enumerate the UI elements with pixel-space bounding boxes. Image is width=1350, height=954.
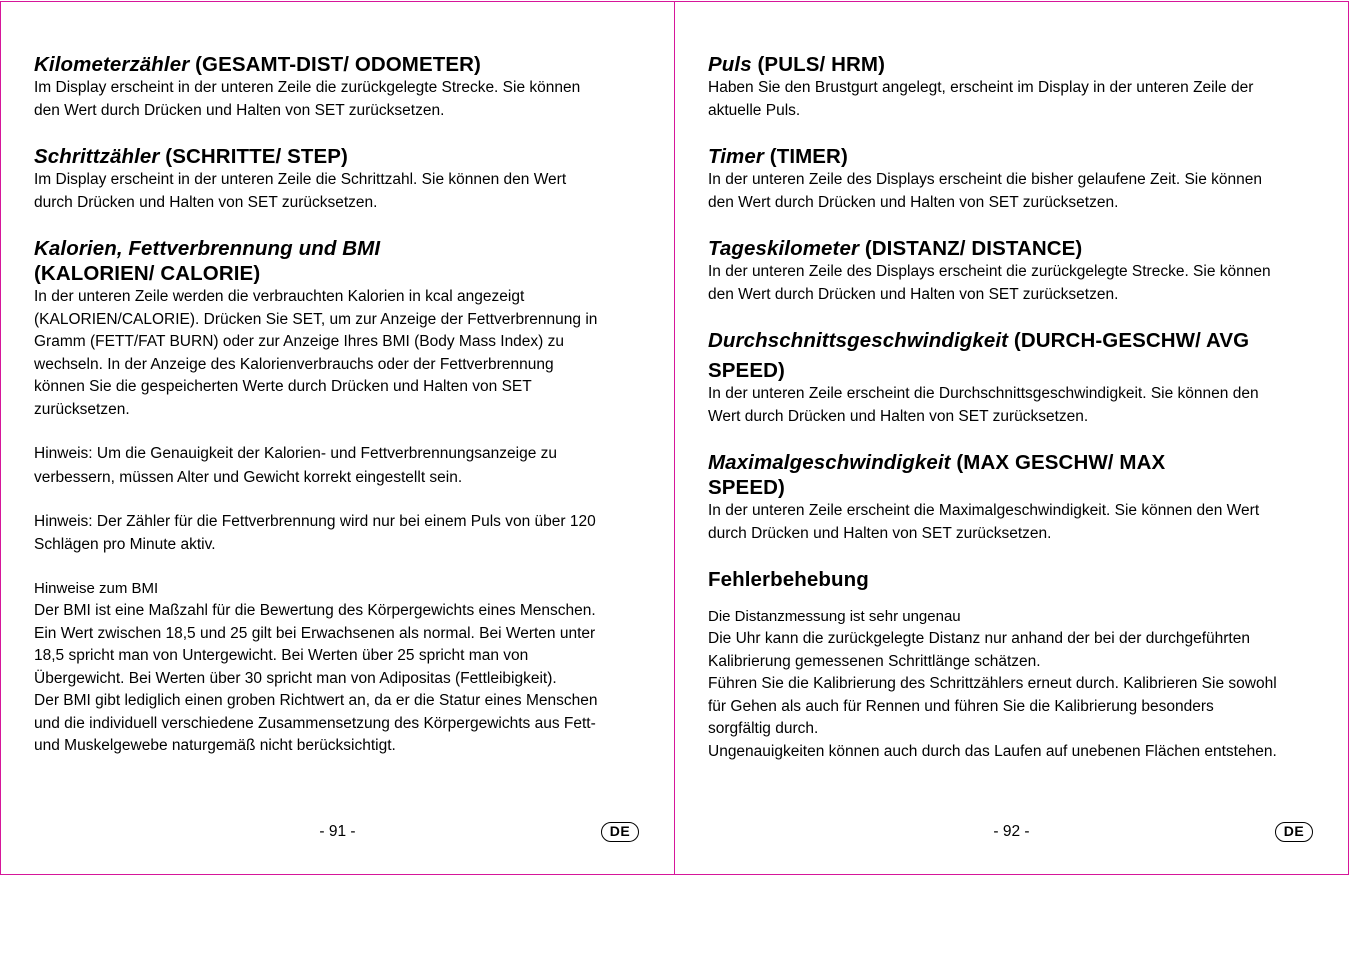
section-line: durch Drücken und Halten von SET zurücksetzen. bbox=[708, 524, 1052, 542]
note-line: Schlägen pro Minute aktiv. bbox=[34, 535, 216, 553]
left-page-content bbox=[34, 52, 646, 758]
section-odometer bbox=[34, 52, 646, 122]
section-line: Gramm (FETT/FAT BURN) oder zur Anzeige Ihres BMI (Body Mass Index) zu bbox=[34, 333, 565, 350]
right-footer bbox=[675, 820, 1348, 846]
troubleshooting-line: Kalibrierung gemessenen Schrittlänge schätzen. bbox=[708, 652, 1041, 670]
section-line: In der unteren Zeile des Displays erscheint die zurückgelegte Strecke. Sie können bbox=[708, 263, 1271, 280]
bmi-line: Der BMI gibt lediglich einen groben Richtwert an, da er die Statur eines Menschen bbox=[34, 692, 598, 709]
section-bmi bbox=[34, 578, 646, 758]
bmi-line: 18,5 spricht man von Untergewicht. Bei Werten über 25 spricht man von bbox=[34, 647, 529, 664]
troubleshooting-line: Ungenauigkeiten können auch durch das Laufen auf unebenen Flächen entstehen. bbox=[708, 742, 1277, 760]
left-footer bbox=[1, 820, 674, 846]
note-label: Hinweis: bbox=[34, 445, 93, 462]
section-heading-caps: SPEED) bbox=[708, 476, 785, 499]
section-line: aktuelle Puls. bbox=[708, 101, 801, 119]
right-page bbox=[674, 1, 1349, 875]
section-line: In der unteren Zeile des Displays erscheint die bisher gelaufene Zeit. Sie können bbox=[708, 171, 1263, 188]
language-badge: DE bbox=[1275, 822, 1313, 842]
section-distance bbox=[708, 236, 1320, 306]
section-heading: Tageskilometer (DISTANZ/ DISTANCE) bbox=[708, 237, 1083, 260]
section-calories bbox=[34, 236, 646, 421]
troubleshooting-line: Führen Sie die Kalibrierung des Schrittzählers erneut durch. Kalibrieren Sie sowohl bbox=[708, 675, 1277, 692]
section-heading: Durchschnittsgeschwindigkeit (DURCH-GESCHW/ AVG bbox=[708, 329, 1250, 352]
section-heading-caps: (KALORIEN/ CALORIE) bbox=[34, 262, 261, 285]
language-badge: DE bbox=[601, 822, 639, 842]
troubleshooting-line: sorgfältig durch. bbox=[708, 720, 819, 737]
note-fatburn: Hinweis: Der Zähler für die Fettverbrennung wird nur bei einem Puls von über 120 Schlägen pro Minute aktiv. bbox=[34, 511, 646, 556]
section-heading: Puls (PULS/ HRM) bbox=[708, 53, 886, 76]
section-avg-speed bbox=[708, 328, 1320, 428]
troubleshooting-line: für Gehen als auch für Rennen und führen Sie die Kalibrierung besonders bbox=[708, 697, 1214, 715]
right-page-content bbox=[708, 52, 1320, 763]
bmi-line: Der BMI ist eine Maßzahl für die Bewertung des Körpergewichts eines Menschen. bbox=[34, 602, 596, 619]
section-line: In der unteren Zeile werden die verbrauchten Kalorien in kcal angezeigt bbox=[34, 288, 525, 305]
bmi-line: Ein Wert zwischen 18,5 und 25 gilt bei Erwachsenen als normal. Bei Werten unter bbox=[34, 624, 596, 642]
section-heading: Kilometerzähler (GESAMT-DIST/ ODOMETER) bbox=[34, 53, 481, 76]
note-label: Hinweis: bbox=[34, 513, 93, 530]
section-troubleshooting bbox=[708, 567, 1320, 763]
section-line: den Wert durch Drücken und Halten von SET zurücksetzen. bbox=[708, 285, 1119, 303]
section-line: In der unteren Zeile erscheint die Maximalgeschwindigkeit. Sie können den Wert bbox=[708, 502, 1260, 519]
page-number: - 91 - bbox=[319, 823, 356, 840]
bmi-line: und die individuell verschiedene Zusammensetzung des Körpergewichts aus Fett- bbox=[34, 714, 596, 732]
section-line: den Wert durch Drücken und Halten von SET zurücksetzen. bbox=[708, 193, 1119, 211]
troubleshooting-title: Fehlerbehebung bbox=[708, 568, 869, 591]
section-line: zurücksetzen. bbox=[34, 400, 130, 418]
section-steps bbox=[34, 144, 646, 214]
page-number: - 92 - bbox=[993, 823, 1030, 840]
left-page bbox=[0, 1, 675, 875]
section-line: (KALORIEN/CALORIE). Drücken Sie SET, um zur Anzeige der Fettverbrennung in bbox=[34, 310, 598, 328]
section-line: durch Drücken und Halten von SET zurücksetzen. bbox=[34, 193, 378, 211]
section-line: Haben Sie den Brustgurt angelegt, erscheint im Display in der unteren Zeile der bbox=[708, 79, 1254, 96]
section-heading: Schrittzähler (SCHRITTE/ STEP) bbox=[34, 145, 348, 168]
section-pulse bbox=[708, 52, 1320, 122]
troubleshooting-line: Die Uhr kann die zurückgelegte Distanz nur anhand der bei der durchgeführten bbox=[708, 630, 1250, 647]
section-line: Im Display erscheint in der unteren Zeile die Schrittzahl. Sie können den Wert bbox=[34, 171, 567, 188]
bmi-line: und Muskelgewebe naturgemäß nicht berücksichtigt. bbox=[34, 737, 396, 754]
section-timer bbox=[708, 144, 1320, 214]
section-heading: Maximalgeschwindigkeit (MAX GESCHW/ MAX bbox=[708, 451, 1166, 474]
section-heading: Kalorien, Fettverbrennung und BMI bbox=[34, 237, 381, 260]
section-heading-caps: SPEED) bbox=[708, 359, 785, 382]
section-line: In der unteren Zeile erscheint die Durchschnittsgeschwindigkeit. Sie können den bbox=[708, 385, 1259, 402]
section-heading: Timer (TIMER) bbox=[708, 145, 848, 168]
troubleshooting-subtitle: Die Distanzmessung ist sehr ungenau bbox=[708, 608, 961, 625]
section-line: können Sie die gespeicherten Werte durch Drücken und Halten von SET bbox=[34, 378, 532, 395]
note-line: verbessern, müssen Alter und Gewicht korrekt eingestellt sein. bbox=[34, 468, 463, 486]
section-line: Wert durch Drücken und Halten von SET zurücksetzen. bbox=[708, 407, 1089, 425]
bmi-line: Übergewicht. Bei Werten über 30 spricht man von Adipositas (Fettleibigkeit). bbox=[34, 669, 557, 687]
section-line: wechseln. In der Anzeige des Kalorienverbrauchs oder der Fettverbrennung bbox=[34, 355, 554, 373]
section-line: den Wert durch Drücken und Halten von SET zurücksetzen. bbox=[34, 101, 445, 119]
section-line: Im Display erscheint in der unteren Zeile die zurückgelegte Strecke. Sie können bbox=[34, 79, 581, 96]
section-max-speed bbox=[708, 450, 1320, 545]
bmi-title: Hinweise zum BMI bbox=[34, 580, 159, 597]
note-accuracy: Hinweis: Um die Genauigkeit der Kalorien- und Fettverbrennungsanzeige zu verbessern, müssen Alter und Gewicht korrekt eingestellt sein. bbox=[34, 443, 646, 489]
